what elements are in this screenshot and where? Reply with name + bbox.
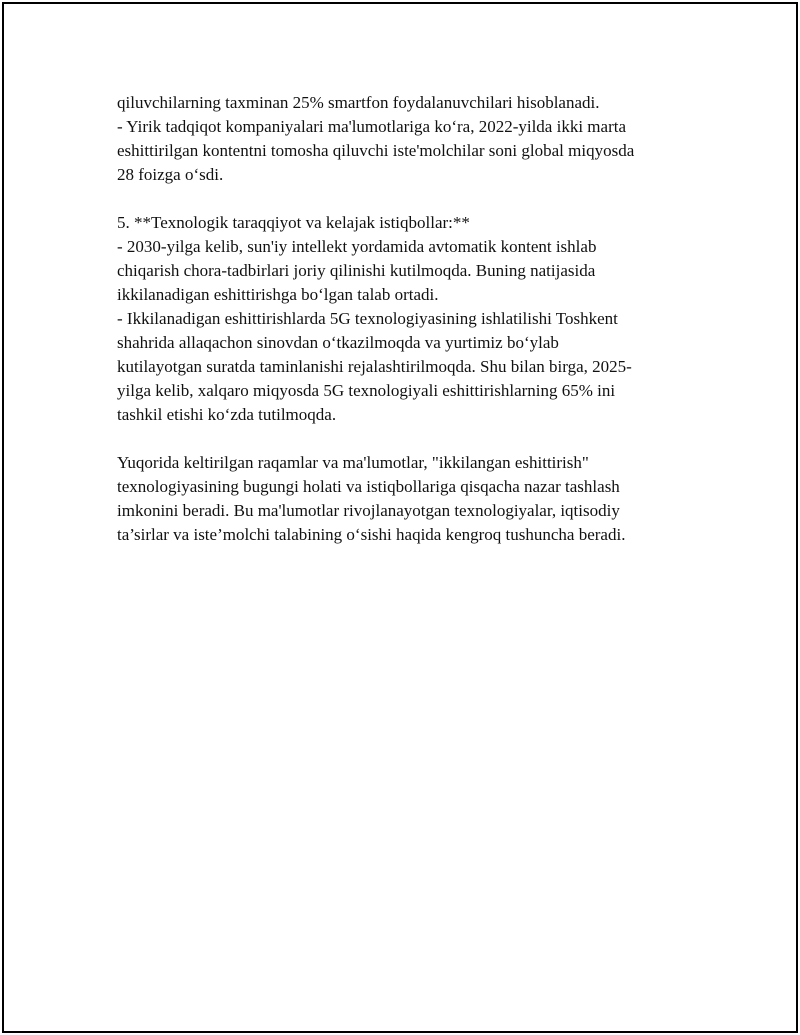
paragraph-conclusion: Yuqorida keltirilgan raqamlar va ma'lumotlar, "ikkilangan eshittirish" texnologiyasining bugungi holati va istiqbollariga qisqacha nazar tashlash imkonini beradi. Bu ma'lumotlar rivojlanayotgan texnologiyalar, iqtisodiy ta’sirlar va iste’molchi talabining o‘sishi haqida kengroq tushuncha beradi.: [117, 453, 626, 544]
paragraph-spacer: [117, 427, 697, 451]
paragraph-statistics: qiluvchilarning taxminan 25% smartfon foydalanuvchilari hisoblanadi. - Yirik tadqiqot kompaniyalari ma'lumotlariga ko‘ra, 2022-yilda ikki marta eshittirilgan kontentni tomosha qiluvchi iste'molchilar soni global miqyosda 28 foizga o‘sdi.: [117, 93, 635, 184]
document-body: [117, 91, 697, 547]
paragraph-technology-outlook: 5. **Texnologik taraqqiyot va kelajak istiqbollar:** - 2030-yilga kelib, sun'iy intellekt yordamida avtomatik kontent ishlab chiqarish chora-tadbirlari joriy qilinishi kutilmoqda. Buning natijasida ikkilanadigan eshittirishga bo‘lgan talab ortadi. - Ikkilanadigan eshittirishlarda 5G texnologiyasining ishlatilishi Toshkent shahrida allaqachon sinovdan o‘tkazilmoqda va yurtimiz bo‘ylab kutilayotgan suratda taminlanishi rejalashtirilmoqda. Shu bilan birga, 2025- yilga kelib, xalqaro miqyosda 5G texnologiyali eshittirishlarning 65% ini tashkil etishi ko‘zda tutilmoqda.: [117, 213, 632, 424]
paragraph-spacer: [117, 187, 697, 211]
